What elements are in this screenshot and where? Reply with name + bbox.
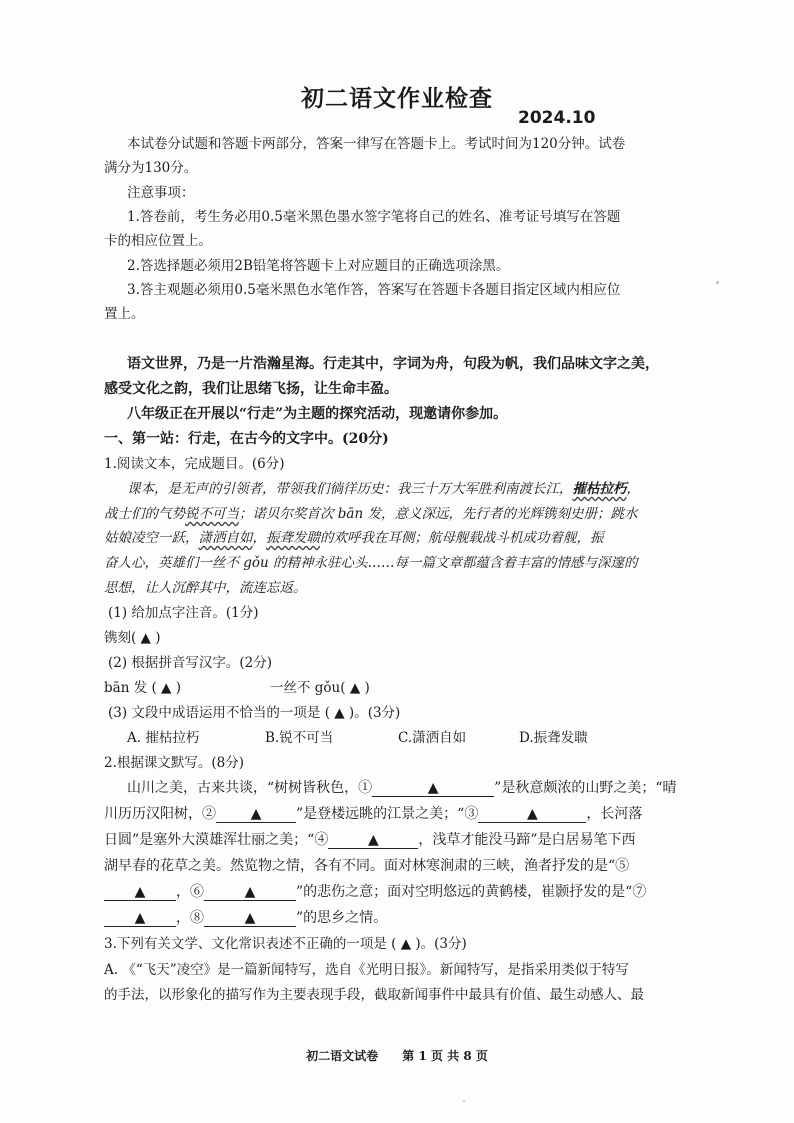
q2-text: ”的悲伤之意；面对空明悠远的黄鹤楼，崔颢抒发的是“⑦ [296,884,647,900]
idiom-zhen-long-fa-kui: 振聋发聩 [266,530,320,546]
q2-line-2 [104,805,642,823]
blank-7: ▲ [104,910,176,927]
q1-option-c: C.潇洒自如 [398,730,467,746]
passage-text: 课本，是无声的引领者，带领我们徜徉历史：我三十万大军胜利南渡长江， [127,481,573,497]
intro-line-2: 满分为130分。 [104,160,198,176]
q3-option-a-line-1: A. 《“飞天”凌空》是一篇新闻特写，选自《光明日报》。新闻特写，是指采用类似于特写 [104,962,629,978]
q1-option-a: A. 摧枯拉朽 [127,730,200,746]
q1-sub-2-item-2: 一丝不 gǒu( ▲ ) [270,680,370,696]
page-title: 初二语文作业检查 [301,86,493,112]
preface-line-3: 八年级正在开展以“行走”为主题的探究活动，现邀请你参加。 [127,406,508,422]
q1-option-b: B.锐不可当 [265,730,334,746]
intro-line-1: 本试卷分试题和答题卡两部分，答案一律写在答题卡上。考试时间为120分钟。试卷 [127,136,626,152]
q2-text: ，长河落 [586,806,643,822]
q2-line-4: 湖早春的花草之美。然览物之情，各有不同。面对林寒涧肃的三峡，渔者抒发的是“⑤ [104,858,630,874]
preface-line-1: 语文世界，乃是一片浩瀚星海。行走其中，字词为舟，句段为帆，我们品味文字之美， [127,356,659,372]
q3-stem: 3.下列有关文学、文化常识表述不正确的一项是 ( ▲ )。(3分) [104,936,467,952]
q2-text: 川历历汉阳树，② [104,806,216,822]
q1-sub-2-item-1: bān 发 ( ▲ ) [104,680,181,696]
note-1-line-1: 1.答卷前，考生务必用0.5毫米黑色墨水签字笔将自己的姓名、准考证号填写在答题 [127,209,621,225]
note-3-line-2: 置上。 [104,306,145,322]
passage-text: 战士们的气势 [104,506,185,522]
q2-stem: 2.根据课文默写。(8分) [104,755,245,771]
preface-line-2: 感受文化之韵，我们让思绪飞扬，让生命丰盈。 [104,381,398,397]
q1-passage-line-1 [127,480,640,498]
q1-passage-line-3 [104,529,604,547]
q1-sub-1: (1) 给加点字注音。(1分) [108,605,259,621]
notes-heading: 注意事项： [127,185,195,201]
passage-text: 姑娘凌空一跃， [104,530,199,546]
q1-passage-line-4: 奋人心，英雄们一丝不 gǒu 的精神永驻心头……每一篇文章都蕴含着丰富的情感与深邃的 [104,555,638,571]
passage-text: 的欢呼我在耳侧；航母舰载战斗机成功着舰，振 [320,530,604,546]
idiom-xiao-sa-zi-ru: 潇洒自如 [198,530,253,546]
q1-sub-1-item: 镌刻( ▲ ) [104,630,161,646]
blank-6: ▲ [204,884,296,901]
note-2: 2.答选择题必须用2B铅笔将答题卡上对应题目的正确选项涂黑。 [127,258,510,274]
passage-text: ， [626,481,640,497]
q1-sub-3: (3) 文段中成语运用不恰当的一项是 ( ▲ )。(3分) [108,705,401,721]
q2-line-3 [104,831,636,849]
q2-line-6 [104,909,387,927]
blank-8: ▲ [204,910,296,927]
scan-speck [716,281,719,284]
q1-passage-line-2 [104,505,637,523]
page-footer [0,1047,794,1064]
q2-text: 山川之美，古来共谈，“树树皆秋色，① [127,780,373,796]
q1-sub-2: (2) 根据拼音写汉字。(2分) [108,655,273,671]
q2-text: ”是登楼远眺的江景之美；“③ [296,806,479,822]
q1-option-d: D.振聋发聩 [519,730,588,746]
footer-exam-name: 初二语文试卷 [306,1049,379,1063]
footer-page-number: 第 1 页 共 8 页 [402,1049,488,1063]
passage-text: ， [252,530,266,546]
scan-speck [463,1100,465,1102]
q2-text: ，⑧ [176,910,204,926]
q2-line-1 [127,779,676,797]
note-1-line-2: 卡的相应位置上。 [104,233,212,249]
q1-passage-line-5: 思想，让人沉醉其中，流连忘返。 [104,580,307,596]
exam-date: 2024.10 [518,108,596,128]
q2-text: 日圆”是塞外大漠雄浑壮丽之美；“④ [104,832,329,848]
passage-text: ；诺贝尔奖首次 bān 发，意义深远，先行者的光辉镌刻史册；跳水 [239,506,638,522]
section-1-heading: 一、第一站：行走，在古今的文字中。(20分) [104,431,389,447]
blank-3: ▲ [478,806,586,823]
note-3-line-1: 3.答主观题必须用0.5毫米黑色水笔作答，答案写在答题卡各题目指定区域内相应位 [127,282,621,298]
q2-text: ”的思乡之情。 [296,910,388,926]
idiom-cui-ku-la-xiu: 摧枯拉朽 [572,481,627,497]
idiom-rui-bu-ke-dang: 锐不可当 [185,506,239,522]
q2-text: ，浅草才能没马蹄”是白居易笔下西 [418,832,636,848]
q1-stem: 1.阅读文本，完成题目。(6分) [104,456,285,472]
blank-1: ▲ [372,780,494,797]
q2-line-5 [104,883,646,901]
blank-5: ▲ [104,884,176,901]
q2-text: ，⑥ [176,884,204,900]
blank-4: ▲ [328,832,418,849]
blank-2: ▲ [216,806,296,823]
q3-option-a-line-2: 的手法，以形象化的描写作为主要表现手段，截取新闻事件中最具有价值、最生动感人、最 [104,987,644,1003]
q2-text: ”是秋意颇浓的山野之美；“晴 [494,780,677,796]
